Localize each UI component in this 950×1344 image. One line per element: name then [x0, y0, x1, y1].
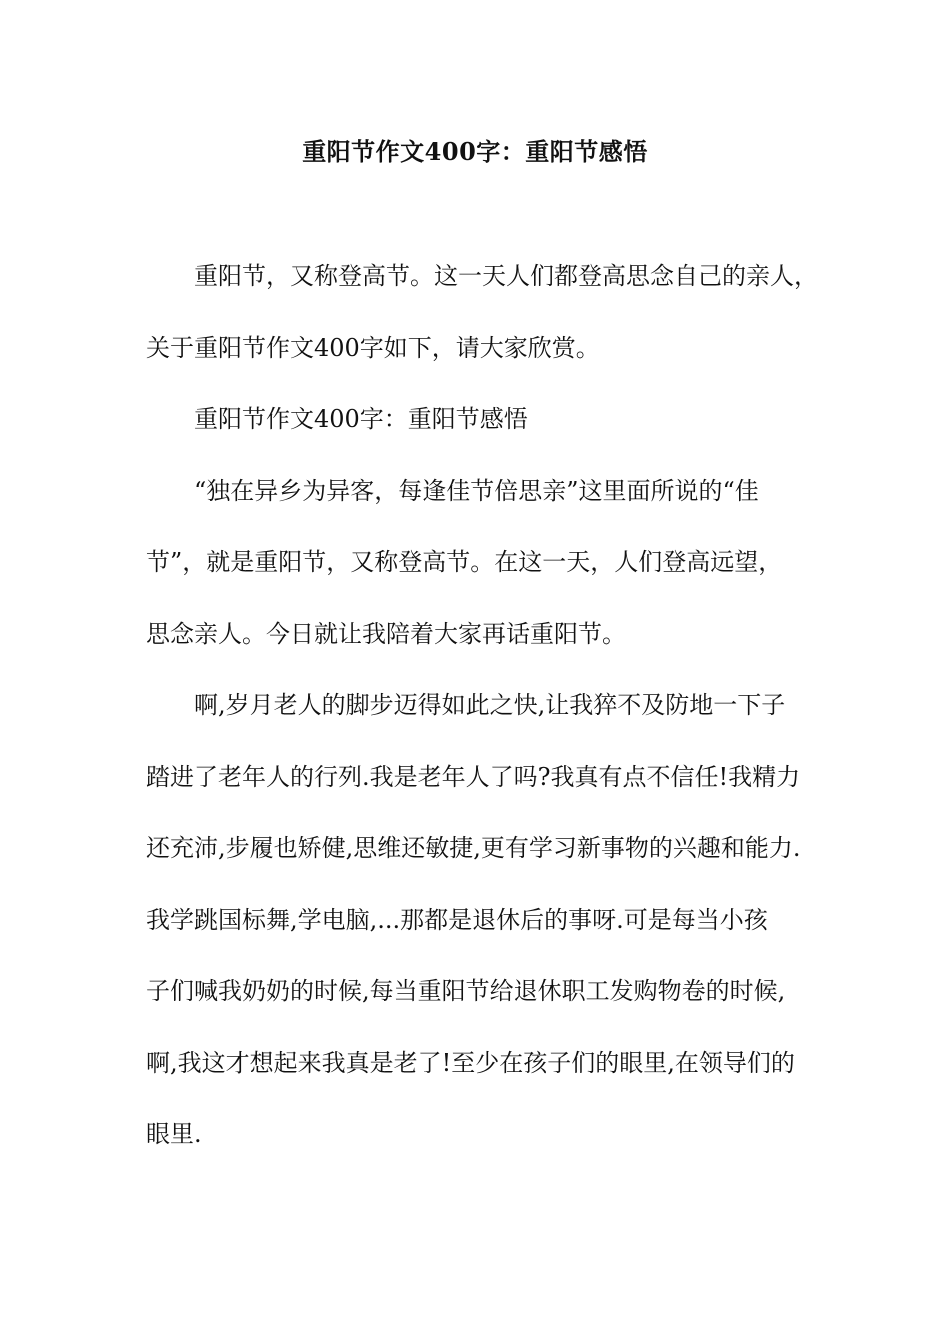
paragraph-line: 子们喊我奶奶的时候,每当重阳节给退休职工发购物卷的时候, [146, 977, 786, 1005]
paragraph-line: 节”，就是重阳节，又称登高节。在这一天，人们登高远望， [146, 548, 783, 576]
paragraph-line: “独在异乡为异客，每逢佳节倍思亲”这里面所说的“佳 [194, 476, 759, 505]
paragraph-line: 重阳节，又称登高节。这一天人们都登高思念自己的亲人， [194, 262, 818, 290]
paragraph-line: 眼里. [146, 1120, 202, 1148]
document-body [146, 252, 826, 1182]
paragraph-line: 啊,岁月老人的脚步迈得如此之快,让我猝不及防地一下子 [194, 691, 786, 719]
paragraph-story [146, 681, 826, 1158]
document-title: 重阳节作文400字：重阳节感悟 [302, 137, 648, 166]
paragraph-poem [146, 467, 826, 658]
paragraph-intro [146, 252, 826, 372]
paragraph-line: 还充沛,步履也矫健,思维还敏捷,更有学习新事物的兴趣和能力. [146, 834, 801, 862]
paragraph-line: 踏进了老年人的行列.我是老年人了吗?我真有点不信任!我精力 [146, 762, 801, 791]
paragraph-line: 重阳节作文400字：重阳节感悟 [194, 405, 528, 433]
paragraph-subtitle [146, 395, 826, 443]
paragraph-line: 我学跳国标舞,学电脑,...那都是退休后的事呀.可是每当小孩 [146, 905, 768, 934]
paragraph-line: 啊,我这才想起来我真是老了!至少在孩子们的眼里,在领导们的 [146, 1048, 795, 1077]
paragraph-line: 关于重阳节作文400字如下，请大家欣赏。 [146, 333, 600, 362]
paragraph-line: 思念亲人。今日就让我陪着大家再话重阳节。 [146, 619, 626, 648]
